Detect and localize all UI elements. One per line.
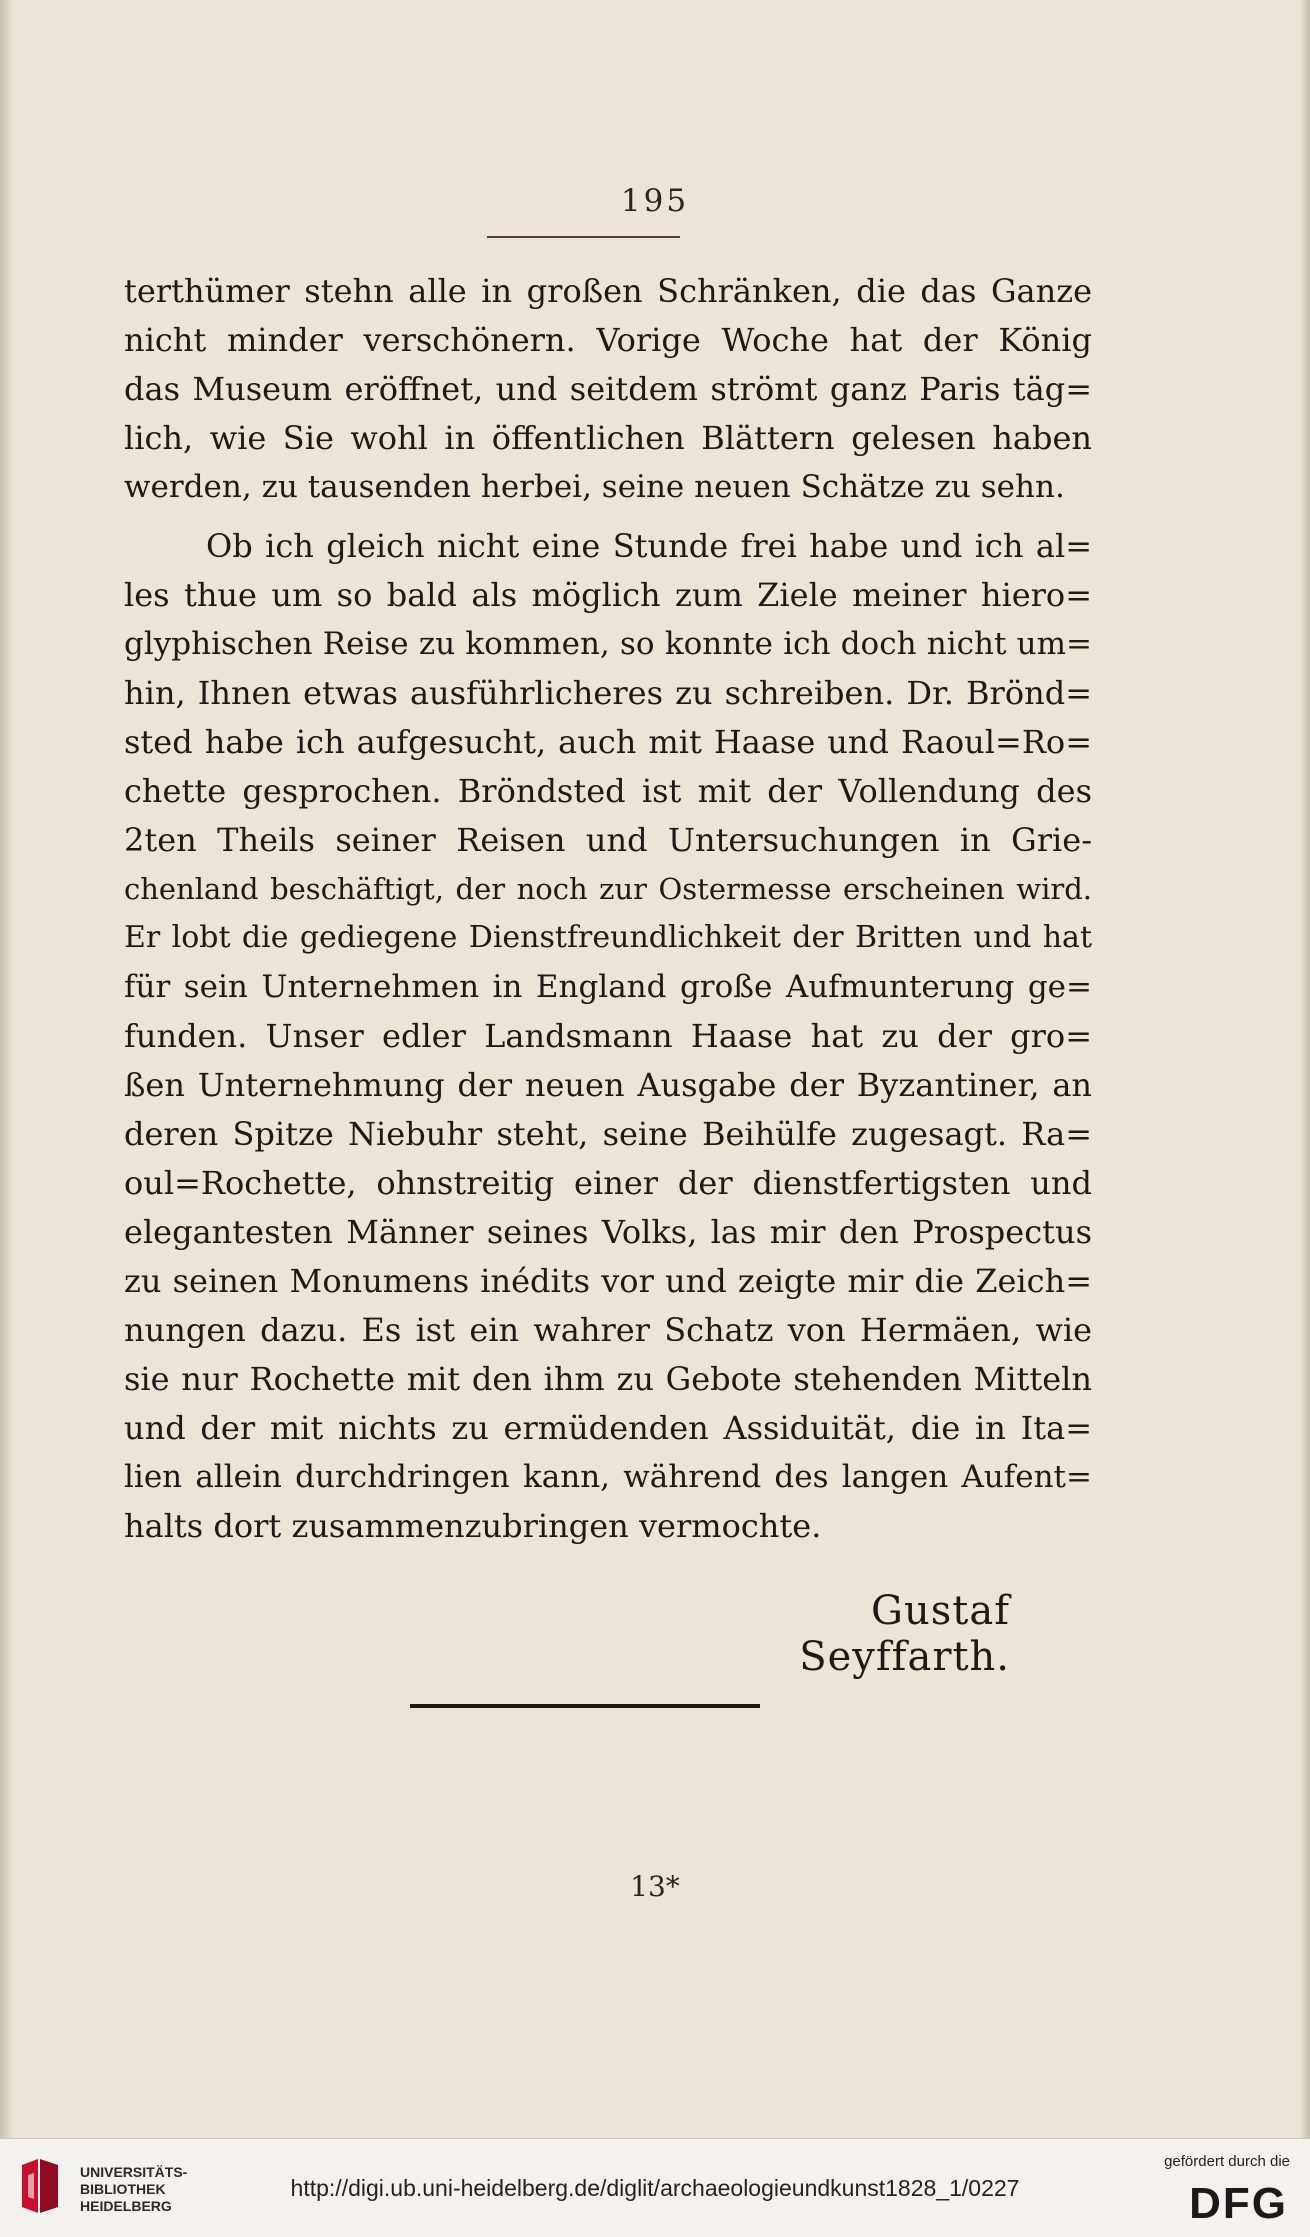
text-line: sted habe ich aufgesucht, auch mit Haase und Raoul=Ro= <box>124 723 1092 761</box>
text-line: sie nur Rochette mit den ihm zu Gebote stehenden Mitteln <box>124 1360 1092 1398</box>
text-line: nungen dazu. Es ist ein wahrer Schatz von Hermäen, wie <box>124 1311 1092 1349</box>
permalink-url[interactable]: http://digi.ub.uni-heidelberg.de/diglit/archaeologieundkunst1828_1/0227 <box>290 2175 1020 2201</box>
text-line: les thue um so bald als möglich zum Ziele meiner hiero= <box>124 576 1092 614</box>
page-number: 195 <box>620 183 690 219</box>
text-line: 2ten Theils seiner Reisen und Untersuchungen in Grie- <box>124 821 1092 859</box>
text-line: für sein Unternehmen in England große Aufmunterung ge= <box>124 969 1092 1005</box>
text-line: zu seinen Monumens inédits vor und zeigte mir die Zeich= <box>124 1262 1092 1300</box>
header-rule <box>487 236 680 238</box>
funding-label: gefördert durch die <box>1164 2153 1290 2170</box>
text-line: lich, wie Sie wohl in öffentlichen Blättern gelesen haben <box>124 419 1092 457</box>
text-line: funden. Unser edler Landsmann Haase hat zu der gro= <box>124 1017 1092 1055</box>
dfg-logo: DFG <box>1189 2179 1288 2228</box>
institution-line: BIBLIOTHEK <box>80 2181 166 2197</box>
text-line: Ob ich gleich nicht eine Stunde frei habe und ich al= <box>206 527 1092 565</box>
closing-rule <box>410 1704 760 1708</box>
text-line: werden, zu tausenden herbei, seine neuen Schätze zu sehn. <box>124 469 1065 505</box>
text-line: glyphischen Reise zu kommen, so konnte ich doch nicht um= <box>124 626 1092 662</box>
signature-mark: 13* <box>630 1870 680 1903</box>
text-line: chenland beschäftigt, der noch zur Ostermesse erscheinen wird. <box>124 872 1092 906</box>
text-line: elegantesten Männer seines Volks, las mir den Prospectus <box>124 1213 1092 1251</box>
text-line: ßen Unternehmung der neuen Ausgabe der Byzantiner, an <box>124 1066 1092 1104</box>
text-line: nicht minder verschönern. Vorige Woche hat der König <box>124 321 1092 359</box>
text-line: deren Spitze Niebuhr steht, seine Beihülfe zugesagt. Ra= <box>124 1115 1092 1153</box>
text-line: chette gesprochen. Bröndsted ist mit der Vollendung des <box>124 772 1092 810</box>
text-line: und der mit nichts zu ermüdenden Assiduität, die in Ita= <box>124 1409 1092 1447</box>
page-left-shadow <box>0 0 14 2138</box>
viewer-footer <box>0 2138 1310 2237</box>
text-line: das Museum eröffnet, und seitdem strömt ganz Paris täg= <box>124 370 1092 408</box>
text-line: oul=Rochette, ohnstreitig einer der dienstfertigsten und <box>124 1164 1092 1202</box>
text-line: hin, Ihnen etwas ausführlicheres zu schreiben. Dr. Brönd= <box>124 674 1092 712</box>
text-line: Er lobt die gediegene Dienstfreundlichkeit der Britten und hat <box>124 920 1092 955</box>
page-right-shadow <box>1300 0 1310 2138</box>
institution-line: UNIVERSITÄTS- <box>80 2164 188 2180</box>
text-line: lien allein durchdringen kann, während des langen Aufent= <box>124 1459 1092 1495</box>
text-line: terthümer stehn alle in großen Schränken, die das Ganze <box>124 272 1092 310</box>
text-line: halts dort zusammenzubringen vermochte. <box>124 1507 822 1545</box>
author-signature: Gustaf Seyffarth. <box>799 1588 1010 1680</box>
institution-line: HEIDELBERG <box>80 2198 172 2214</box>
